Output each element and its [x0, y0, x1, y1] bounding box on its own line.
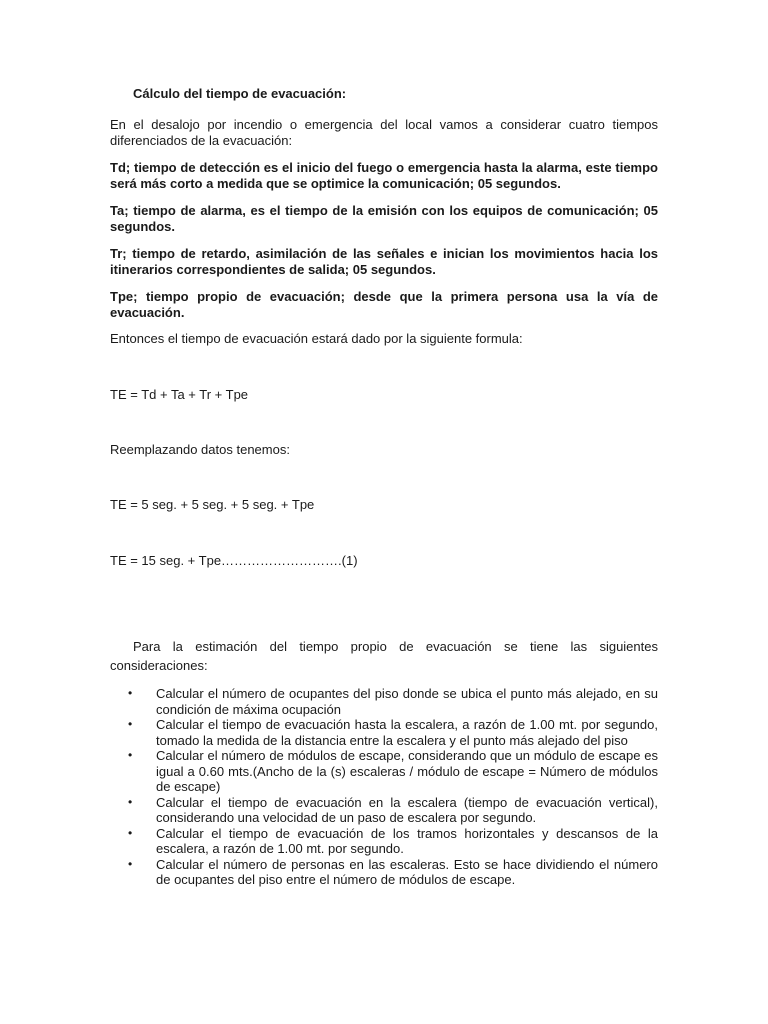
intro-paragraph: En el desalojo por incendio o emergencia del local vamos a considerar cuatro tiempos diferenciados de la evacuación: — [110, 117, 658, 148]
formula-intro: Entonces el tiempo de evacuación estará dado por la siguiente formula: — [110, 331, 523, 346]
list-item-text: Calcular el tiempo de evacuación hasta la escalera, a razón de 1.00 mt. por segundo, tomado la medida de la distancia entre la escalera y el punto más alejado del piso — [156, 717, 658, 748]
bullet-icon: • — [128, 825, 133, 840]
formula-values: TE = 5 seg. + 5 seg. + 5 seg. + Tpe — [110, 497, 315, 512]
definition-tr: Tr; tiempo de retardo, asimilación de las señales e inician los movimientos hacia los itinerarios correspondientes de salida; 05 segundos. — [110, 246, 658, 277]
bullet-icon: • — [128, 794, 133, 809]
bullet-icon: • — [128, 748, 133, 762]
replace-text: Reemplazando datos tenemos: — [110, 442, 290, 457]
list-item — [128, 857, 658, 888]
considerations-intro: Para la estimación del tiempo propio de evacuación se tiene las siguientes consideraciones: — [110, 639, 658, 673]
section-title: Cálculo del tiempo de evacuación: — [133, 86, 347, 101]
definition-td: Td; tiempo de detección es el inicio del fuego o emergencia hasta la alarma, este tiempo será más corto a medida que se optimice la comunicación; 05 segundos. — [110, 160, 658, 191]
bullet-icon: • — [128, 686, 133, 700]
bullet-icon: • — [128, 717, 133, 731]
definition-tpe: Tpe; tiempo propio de evacuación; desde que la primera persona usa la vía de evacuación. — [110, 289, 658, 320]
formula-result: TE = 15 seg. + Tpe……………………….(1) — [110, 553, 358, 568]
list-item — [128, 795, 658, 826]
formula-general: TE = Td + Ta + Tr + Tpe — [110, 387, 249, 402]
definition-ta: Ta; tiempo de alarma, es el tiempo de la emisión con los equipos de comunicación; 05 segundos. — [110, 203, 658, 234]
list-item-text: Calcular el tiempo de evacuación en la escalera (tiempo de evacuación vertical), considerando una velocidad de un paso de escalera por segundo. — [156, 794, 658, 825]
list-item-text: Calcular el número de ocupantes del piso donde se ubica el punto más alejado, en su condición de máxima ocupación — [156, 686, 658, 717]
considerations-list — [128, 686, 658, 888]
list-item-text: Calcular el número de personas en las escaleras. Esto se hace dividiendo el número de ocupantes del piso entre el número de módulos de escape. — [156, 856, 658, 887]
list-item-text: Calcular el tiempo de evacuación de los tramos horizontales y descansos de la escalera, a razón de 1.00 mt. por segundo. — [156, 825, 658, 856]
list-item — [128, 686, 658, 717]
list-item — [128, 826, 658, 857]
list-item — [128, 717, 658, 748]
list-item — [128, 748, 658, 795]
list-item-text: Calcular el número de módulos de escape, considerando que un módulo de escape es igual a 0.60 mts.(Ancho de la (s) escaleras / módulo de escape = Número de módulos de escape) — [156, 748, 658, 794]
bullet-icon: • — [128, 856, 133, 871]
